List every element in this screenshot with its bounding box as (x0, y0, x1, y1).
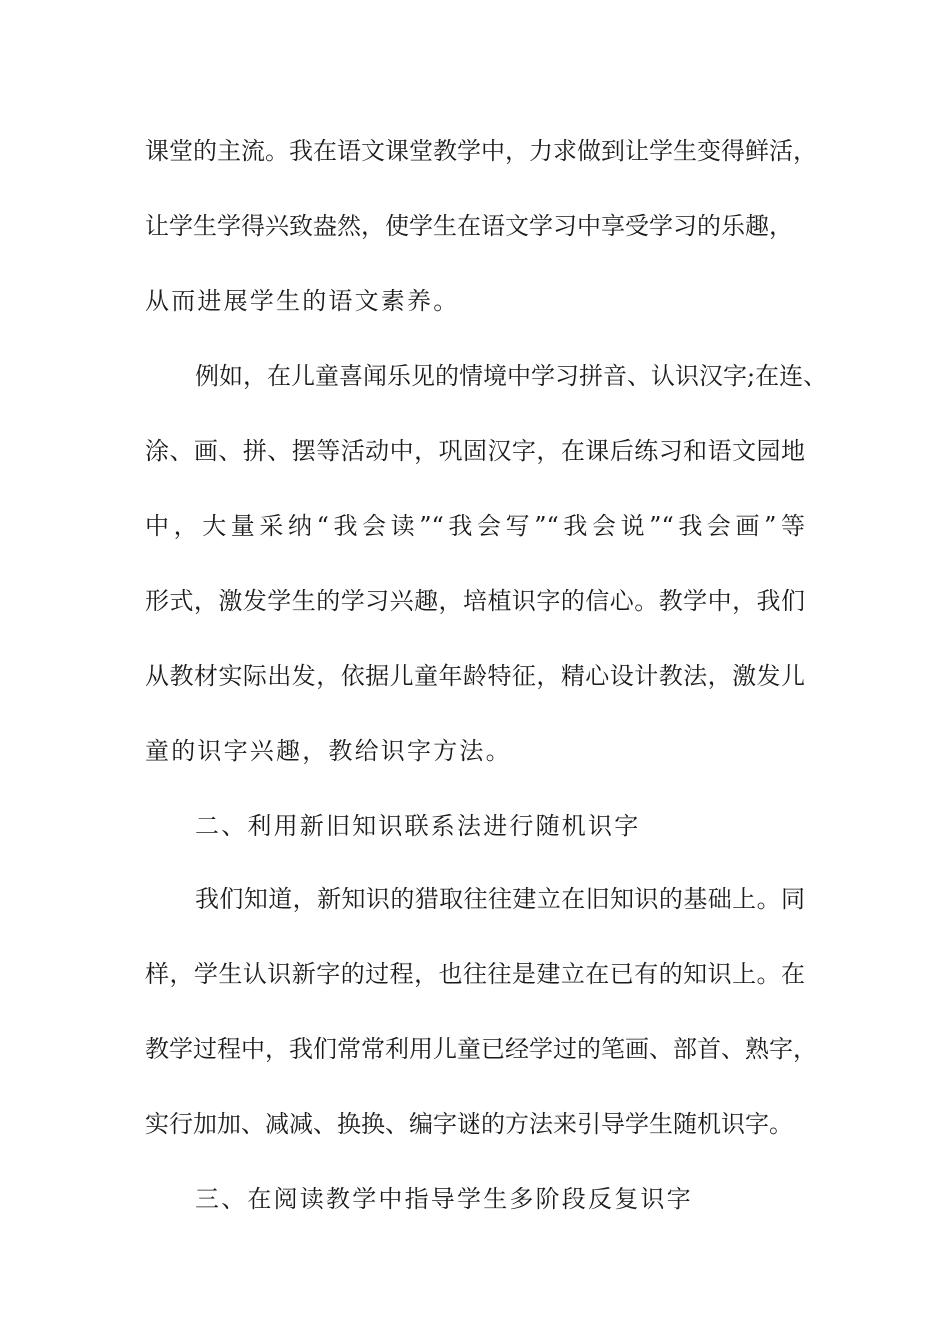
text-line: 中，大量采纳“我会读”“我会写”“我会说”“我会画”等 (145, 512, 805, 540)
section-heading: 二、利用新旧知识联系法进行随机识字 (195, 812, 641, 840)
text-line: 形式，激发学生的学习兴趣，培植识字的信心。教学中，我们 (145, 587, 805, 615)
text-line: 童的识字兴趣，教给识字方法。 (145, 737, 512, 765)
text-line: 让学生学得兴致盎然，使学生在语文学习中享受学习的乐趣， (145, 212, 793, 240)
text-line: 从而进展学生的语文素养。 (145, 287, 460, 315)
section-heading: 三、在阅读教学中指导学生多阶段反复识字 (195, 1185, 693, 1213)
text-line: 从教材实际出发，依据儿童年龄特征，精心设计教法，激发儿 (145, 662, 805, 690)
text-line: 我们知道，新知识的猎取往往建立在旧知识的基础上。同 (195, 885, 805, 913)
text-line: 教学过程中，我们常常利用儿童已经学过的笔画、部首、熟字， (145, 1035, 817, 1063)
text-line: 样，学生认识新字的过程，也往往是建立在已有的知识上。在 (145, 960, 805, 988)
text-line: 实行加加、减减、换换、编字谜的方法来引导学生随机识字。 (145, 1110, 793, 1138)
text-line: 例如，在儿童喜闻乐见的情境中学习拼音、认识汉字;在连、 (195, 362, 828, 390)
text-line: 涂、画、拼、摆等活动中，巩固汉字，在课后练习和语文园地 (145, 437, 805, 465)
text-line: 课堂的主流。我在语文课堂教学中，力求做到让学生变得鲜活， (145, 137, 817, 165)
